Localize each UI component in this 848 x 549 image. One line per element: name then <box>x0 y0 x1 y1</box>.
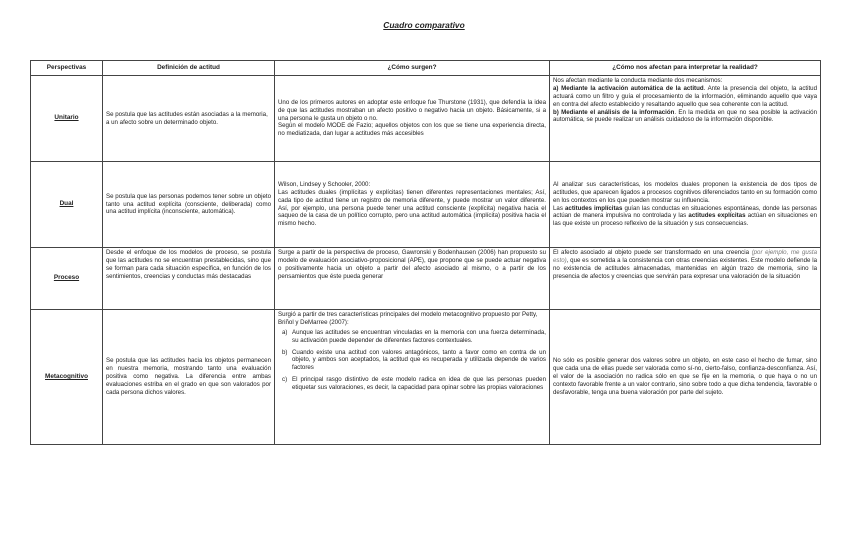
row-name-metacognitivo: Metacognitivo <box>31 310 103 445</box>
cell-afectan: No sólo es posible generar dos valores sobre un objeto, en este caso el hecho de fumar, sino que cada una de ellas puede ser valorada como sí-no, cierto-falso, confianza-desconfianza. Así, el valor de la asociación no radica sólo en que se fije en la memoria, o que haya o no un contexto favorable frente a un valor contrario, sino sobre todo a que dicha tendencia, favorable o desfavorable, tenga una buena valoración por parte del sujeto. <box>550 310 821 445</box>
text-paragraph: Al analizar sus características, los modelos duales proponen la existencia de dos tipos de actitudes, que aparecen ligados a procesos cognitivos diferenciados tanto en su formación como en los contextos en los que pueden mostrar su influencia. <box>553 180 817 204</box>
example-text: (por ejemplo, me gusta esto) <box>553 249 817 264</box>
table-row <box>31 310 821 445</box>
document-title: Cuadro comparativo <box>383 20 465 30</box>
list-item-text: El principal rasgo distintivo de este modelo radica en idea de que las personas pueden etiquetar sus valoraciones, es decir, la capacidad para opinar sobre las propias valoraciones <box>292 376 546 391</box>
bold-text: b) Mediante el análisis de la información <box>553 108 675 116</box>
list-item-text: Aunque las actitudes se encuentran vinculadas en la memoria con una fuerza determinada, su activación puede depender de diferentes factores contextuales. <box>292 328 546 344</box>
table-row <box>31 76 821 162</box>
text-paragraph: Las actitudes duales (implícitas y explícitas) tienen diferentes representaciones mentales; Así, cada tipo de actitud tiene un registro de memoria diferente, y puede mostrar un valor diferente. Así, por ejemplo, una persona puede tener una actitud consciente (explícita) negativa hacia el saqueo de la casa de un político corrupto, pero una actitud automática (implícita) positiva hacia el mismo hecho. <box>278 188 546 228</box>
list-marker: c) <box>282 376 288 384</box>
text-span: , que es sometida a la consistencia con otras creencias existentes. Este modelo defiende la no existencia de actitudes almacenadas, mantenidas en algún trazo de memoria, sino la presencia de afectos y creencias que servirán para expresar una valoración de la situación <box>553 256 817 280</box>
list-item <box>282 328 546 345</box>
text-paragraph <box>553 85 817 109</box>
row-name-unitario: Unitario <box>31 76 103 162</box>
table-row <box>31 162 821 248</box>
bold-text: actitudes implícitas <box>565 204 623 212</box>
list-marker: b) <box>282 348 288 356</box>
cell-surgen <box>275 162 550 248</box>
text-paragraph <box>553 205 817 229</box>
table-header-row <box>31 61 821 76</box>
bold-text: a) Mediante la activación automática de la actitud <box>553 84 704 92</box>
list-marker: a) <box>282 328 288 336</box>
row-name-proceso: Proceso <box>31 248 103 310</box>
text-span: actúan en situaciones en las que existe un proceso reflexivo de la situación y sus consecuencias. <box>553 212 817 228</box>
cell-definicion: Se postula que las actitudes están asociadas a la memoria, a un afecto sobre un determinado objeto. <box>103 76 275 162</box>
text-paragraph: Wilson, Lindsey y Schooler, 2000: <box>278 180 371 188</box>
list-item <box>282 348 546 373</box>
header-definicion: Definición de actitud <box>103 61 275 76</box>
text-span: . En la medida en que no sea posible la activación automática, se puede realizar un análisis cuidadoso de la información disponible. <box>553 108 817 124</box>
cell-surgen <box>275 76 550 162</box>
text-paragraph: Uno de los primeros autores en adoptar este enfoque fue Thurstone (1931), que defendía la idea de que las actitudes mostraban un afecto positivo o negativo hacia un objeto. Básicamente, si a una persona le gusta un objeto o no. <box>278 98 546 122</box>
cell-definicion: Desde el enfoque de los modelos de proceso, se postula que las actitudes no se encuentran prestablecidas, sino que se forman para cada situación específica, en función de los sentimientos, creencias y conductas más destacadas <box>103 248 275 310</box>
text-paragraph: Según el modelo MODE de Fazio; aquellos objetos con los que se tiene una experiencia directa, no mediatizada, dan lugar a actitudes más accesibles <box>278 122 546 138</box>
table-row <box>31 248 821 310</box>
header-surgen: ¿Cómo surgen? <box>275 61 550 76</box>
text-span: El afecto asociado al objeto puede ser transformado en una creencia <box>553 249 752 256</box>
text-span: Las <box>553 204 565 212</box>
text-span: . Ante la presencia del objeto, la actitud actuará como un filtro y guía el procesamiento de la información, eliminando aquello que vaya en contra del afecto establecido y resaltando aquello que sea coherente con la actitud. <box>553 84 817 108</box>
characteristics-list <box>278 329 546 392</box>
bold-text: actitudes explícitas <box>688 212 746 220</box>
cell-surgen <box>275 310 550 445</box>
cell-surgen: Surge a partir de la perspectiva de proceso, Gawronski y Bodenhausen (2006) han propuesto su modelo de evaluación asociativo-proposicional (APE), que propone que se puede actuar negativa o positivamente hacia un objeto a partir del afecto asociado al mismo, o a partir de los pensamientos que éste pueda generar <box>275 248 550 310</box>
cell-definicion: Se postula que las actitudes hacia los objetos permanecen en nuestra memoria, mostrando tanto una evaluación positiva como negativa. La diferencia entre ambas evaluaciones estriba en el grado en que son valorados por cada persona dichos valores. <box>103 310 275 445</box>
header-afectan: ¿Cómo nos afectan para interpretar la realidad? <box>550 61 821 76</box>
cell-afectan <box>550 76 821 162</box>
text-paragraph: Surgió a partir de tres características principales del modelo metacognitivo propuesto por Petty, Briñol y DeMarree (2007): <box>278 311 538 326</box>
comparison-table <box>30 60 821 445</box>
list-item-text: Cuando existe una actitud con valores antagónicos, tanto a favor como en contra de un objeto, y ambos son aceptados, la actitud que es recuperada y utilizada depende de varios factores <box>292 348 546 372</box>
text-paragraph: Nos afectan mediante la conducta mediante dos mecanismos: <box>553 77 723 84</box>
cell-definicion: Se postula que las personas podemos tener sobre un objeto tanto una actitud explícita (consciente, deliberada) como una actitud implícita (inconsciente, automática). <box>103 162 275 248</box>
row-name-dual: Dual <box>31 162 103 248</box>
cell-afectan <box>550 162 821 248</box>
header-perspectivas: Perspectivas <box>31 61 103 76</box>
text-paragraph <box>553 109 817 125</box>
text-span: guían las conductas en situaciones espontáneas, donde las personas actúan de manera impulsiva no controlada y las <box>553 204 817 220</box>
cell-afectan <box>550 248 821 310</box>
list-item <box>282 376 546 392</box>
